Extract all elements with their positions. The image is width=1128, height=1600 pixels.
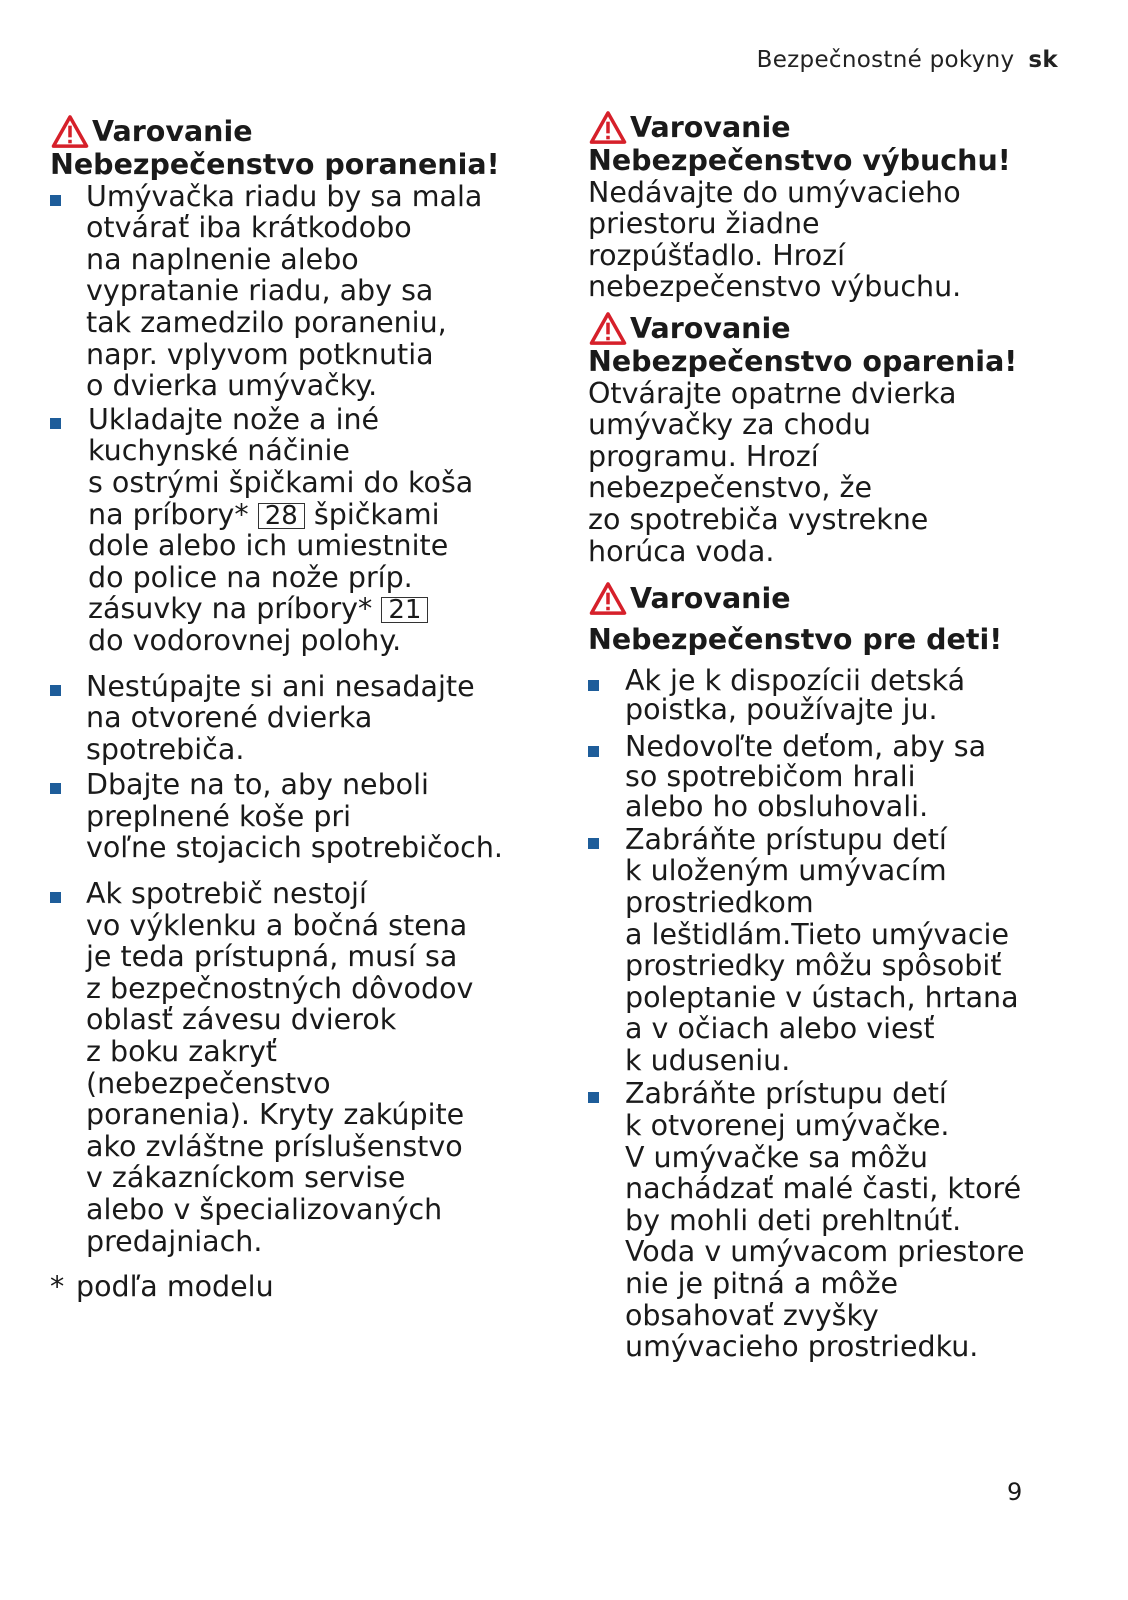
footnote: * podľa modelu bbox=[50, 1270, 274, 1304]
warning-heading-explosion: Varovanie bbox=[588, 110, 1058, 145]
children-bullet-list bbox=[588, 663, 1058, 1364]
header-language: sk bbox=[1028, 47, 1058, 73]
list-item: Zabráňte prístupu detí k uloženým umývacím prostriedkom a leštidlám.Tieto umývacie prostriedky môžu spôsobiť poleptanie v ústach, hrtana a v očiach alebo viesť k uduseniu. bbox=[588, 824, 1058, 1077]
right-column bbox=[588, 0, 1058, 1363]
warning-heading-injury: Varovanie bbox=[50, 114, 550, 149]
header-title: Bezpečnostné pokyny bbox=[756, 47, 1015, 73]
warning-text-scald: Otvárajte opatrne dvierka umývačky za chodu programu. Hrozí nebezpečenstvo, že zo spotrebiča vystrekne horúca voda. bbox=[588, 376, 957, 568]
injury-bullet-list bbox=[50, 181, 550, 1258]
warning-heading-children: Varovanie bbox=[588, 581, 1058, 616]
list-item: Nestúpajte si ani nesadajte na otvorené dvierka spotrebiča. bbox=[50, 671, 550, 766]
figure-reference: 21 bbox=[381, 597, 428, 623]
list-item: Ukladajte nože a iné kuchynské náčinie s ostrými špičkami do koša na príbory* 28 špičkami dole alebo ich umiestnite do police na nože príp. zásuvky na príbory* 21 do vodorovnej polohy. bbox=[50, 404, 550, 657]
warning-subtitle-explosion: Nebezpečenstvo výbuchu! bbox=[588, 144, 1011, 177]
list-item: Ak je k dispozícii detská poistka, používajte ju. bbox=[588, 666, 1058, 724]
figure-reference: 28 bbox=[258, 503, 305, 529]
list-item: Ak spotrebič nestojí vo výklenku a bočná stena je teda prístupná, musí sa z bezpečnostných dôvodov oblasť závesu dvierok z boku zakryť (nebezpečenstvo poranenia). Kryty zakúpite ako zvláštne príslušenstvo v zákazníckom servise alebo v špecializovaných predajniach. bbox=[50, 878, 550, 1257]
warning-subtitle-injury: Nebezpečenstvo poranenia! bbox=[50, 148, 500, 181]
warning-triangle-icon bbox=[588, 110, 628, 145]
warning-subtitle-children: Nebezpečenstvo pre deti! bbox=[588, 623, 1003, 657]
list-item: Dbajte na to, aby neboli preplnené koše pri voľne stojacich spotrebičoch. bbox=[50, 769, 550, 864]
left-column bbox=[50, 0, 550, 1303]
list-item: Nedovoľte deťom, aby sa so spotrebičom hrali alebo ho obsluhovali. bbox=[588, 732, 1058, 822]
list-item: Zabráňte prístupu detí k otvorenej umývačke. V umývačke sa môžu nachádzať malé časti, ktoré by mohli deti prehltnúť. Voda v umývacom priestore nie je pitná a môže obsahovať zvyšky umývacieho prostriedku. bbox=[588, 1078, 1058, 1362]
warning-triangle-icon bbox=[50, 114, 90, 149]
warning-triangle-icon bbox=[588, 581, 628, 616]
warning-heading-scald: Varovanie bbox=[588, 311, 1058, 346]
warning-triangle-icon bbox=[588, 311, 628, 346]
page-number: 9 bbox=[1007, 1478, 1023, 1506]
warning-subtitle-scald: Nebezpečenstvo oparenia! bbox=[588, 344, 1018, 378]
warning-text-explosion: Nedávajte do umývacieho priestoru žiadne rozpúšťadlo. Hrozí nebezpečenstvo výbuchu. bbox=[588, 175, 962, 304]
list-item: Umývačka riadu by sa mala otvárať iba krátkodobo na naplnenie alebo vypratanie riadu, aby sa tak zamedzilo poraneniu, napr. vplyvom potknutia o dvierka umývačky. bbox=[50, 181, 550, 402]
